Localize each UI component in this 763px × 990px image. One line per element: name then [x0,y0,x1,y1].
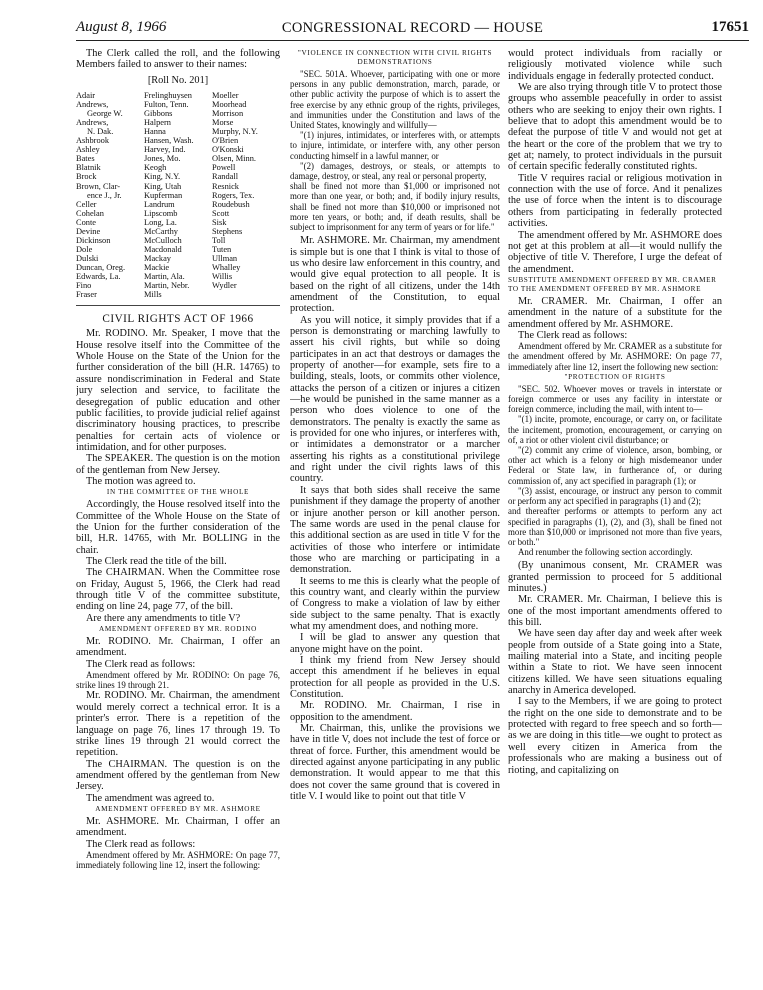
header-date: August 8, 1966 [76,19,167,35]
names-column-c [212,91,280,299]
subheading: "VIOLENCE IN CONNECTION WITH CIVIL RIGHTS DEMONSTRATIONS [297,49,493,66]
member-name: Jones, Mo. [144,154,181,164]
member-name: ence J., Jr. [87,190,122,200]
member-name: Hansen, Wash. [144,136,194,146]
column-1 [76,48,280,984]
paragraph: I will be glad to answer any question that anyone might have on the point. [290,632,500,655]
subheading: AMENDMENT OFFERED BY MR. RODINO [98,625,258,634]
member-name: Powell [212,163,236,173]
amendment-text: Amendment offered by Mr. CRAMER as a substitute for the amendment offered by Mr. ASHMORE: On page 77, immediately after line 12, insert the following new section: [508,341,722,372]
member-name: Mackay [144,253,171,263]
paragraph: Mr. ASHMORE. Mr. Chairman, my amendment is simple but is one that I think is vital to those of us who desire law enforcement in this country, and would give equal protection to all people. It is based on the right of all citizens, under the 14th amendment of the Constitution, to equal protection. [290,235,500,315]
page-header [76,18,749,41]
member-name: Ullman [212,253,238,263]
names-column-a [76,91,144,299]
header-page-number: 17651 [711,19,749,35]
amendment-text: "(1) injures, intimidates, or interferes with, or attempts to injure, intimidate, or interfere with, any other person conducting himself in a lawful manner, or [290,130,500,161]
member-name: Resnick [212,181,239,191]
paragraph: would protect individuals from racially or religiously motivated violence while such individuals engage in federally protected conduct. [508,48,722,82]
member-name: Ashbrook [76,136,110,146]
member-name: Dickinson [76,235,111,245]
member-name: Dulski [76,253,99,263]
paragraph: Mr. RODINO. Mr. Chairman, I offer an amendment. [76,636,280,659]
paragraph: The amendment offered by Mr. ASHMORE does not get at this problem at all—it would nullify the objective of title V. Therefore, I urge the defeat of the amendment. [508,229,722,275]
paragraph: (By unanimous consent, Mr. CRAMER was granted permission to proceed for 5 additional minutes.) [508,560,722,594]
member-name: Morse [212,118,234,128]
paragraph: Accordingly, the House resolved itself into the Committee of the Whole House on the State of the Union for the further consideration of the bill, H.R. 14765, with Mr. BOLLING in the chair. [76,499,280,556]
member-name: Martin, Ala. [144,271,185,281]
member-name: Mills [144,290,162,300]
paragraph: I think my friend from New Jersey should accept this amendment if he believes in equal protection for all people as provided in the U.S. Constitution. [290,654,500,700]
member-name: Celler [76,199,97,209]
member-name: Stephens [212,226,243,236]
roll-number: [Roll No. 201] [147,74,209,86]
amendment-text: "SEC. 501A. Whoever, participating with one or more persons in any public demonstration, march, parade, or other public activity the purpose of which is to assert the free exercise by any ethnic group of the rights, privileges, and immunities under the Constitution and laws of the United States, knowingly and willfully— [290,69,500,131]
paragraph: Mr. RODINO. Mr. Speaker, I move that the House resolve itself into the Committee of the Whole House on the State of the Union for the further consideration of the bill (H.R. 14765) to assure nondiscrimination in Federal and State jury selection and service, to facilitate the desegregation of public education and other public facilities, to provide judicial relief against discriminatory housing practices, to prescribe penalties for certain acts of violence or intimidation, and for other purposes. [76,328,280,453]
member-name: Brock [76,172,97,182]
member-name: Adair [76,91,96,101]
paragraph: It seems to me this is clearly what the people of this country want, and clearly within the purview of Congress to make a violation of law by either side subject to the same penalty. That is exactly what my amendment does, and nothing more. [290,575,500,632]
paragraph: Are there any amendments to title V? [86,612,241,624]
names-column-b [144,91,212,299]
member-name: Fino [76,281,92,291]
member-name: Roudebush [212,199,250,209]
subheading: SUBSTITUTE AMENDMENT OFFERED BY MR. CRAMER TO THE AMENDMENT OFFERED BY MR. ASHMORE [508,275,717,293]
member-name: Olsen, Minn. [212,154,256,164]
member-name: Duncan, Oreg. [76,262,126,272]
member-name: Harvey, Ind. [144,145,186,155]
member-name: Halpern [144,118,171,128]
member-name: Cohelan [76,208,104,218]
member-name: Andrews, [76,100,109,110]
paragraph: We have seen day after day and week after week people from outside of a State going into a State, mailing material into a State, and inciting people within a State to riot. We have seen innocent citizens killed. We have seen situations equaling anarchy in America developed. [508,628,722,697]
paragraph: Title V requires racial or religious motivation in connection with the use of force. And it penalizes the use of force when the intent is to discourage others from participating in federally protected activities. [508,172,722,230]
member-name: Andrews, [76,118,109,128]
column-3 [508,48,722,984]
member-name: Moeller [212,91,239,101]
member-name: Fraser [76,290,97,300]
member-name: Lipscomb [144,208,178,218]
member-name: Dole [76,244,93,254]
paragraph: It says that both sides shall receive the same punishment if they damage the property of another or injure another person or kill another person. The same words are used in the penal clause for this additional section as are used in title V for the activities of those who interfere or intimidate those who are marching or participating in a demonstration. [290,484,500,576]
member-name: Toll [212,235,226,245]
member-name: Landrum [144,199,175,209]
section-heading: CIVIL RIGHTS ACT OF 1966 [102,313,254,326]
member-name: Gibbons [144,109,173,119]
subheading: "PROTECTION OF RIGHTS [564,372,666,381]
paragraph: Mr. CRAMER. Mr. Chairman, I believe this is one of the most important amendments offered to this bill. [508,594,722,629]
member-name: Ashley [76,145,100,155]
member-name: Murphy, N.Y. [212,127,258,137]
paragraph: The CHAIRMAN. When the Committee rose on Friday, August 5, 1966, the Clerk had read through title V of the committee substitute, ending on line 24, page 77, of the bill. [76,567,280,613]
member-name: Mackie [144,262,170,272]
member-name: Devine [76,226,101,236]
paragraph: The Clerk read as follows: [86,658,196,670]
paragraph: The Clerk read the title of the bill. [86,555,227,567]
member-name: O'Konski [212,145,244,155]
member-name: Morrison [212,109,244,119]
member-name: Macdonald [144,244,182,254]
member-name: Brown, Clar- [76,181,121,191]
paragraph: Mr. ASHMORE. Mr. Chairman, I offer an amendment. [76,815,280,839]
column-2 [290,48,500,984]
member-name: Kupferman [144,190,183,200]
amendment-text: "(3) assist, encourage, or instruct any person to commit or perform any act specified in paragraphs (1) and (2); [508,485,722,507]
paragraph: The Clerk read as follows: [86,838,196,850]
roll-intro: The Clerk called the roll, and the following Members failed to answer to their names: [76,48,280,71]
member-name: McCulloch [144,235,182,245]
amendment-text: "SEC. 502. Whoever moves or travels in interstate or foreign commerce or uses any facility in interstate or foreign commerce, including the mail, with intent to— [508,383,722,415]
header-title: CONGRESSIONAL RECORD — HOUSE [281,20,544,36]
paragraph: Mr. Chairman, this, unlike the provisions we have in title V, does not include the test of force or threat of force. Further, this amendment would be directed against anyone participating in any public demonstration. It would appear to me that this does not cover the same ground that is covered in title V. I would like to point out that title V [290,723,500,803]
member-name: King, Utah [144,181,182,191]
paragraph: Mr. RODINO. Mr. Chairman, I rise in opposition to the amendment. [290,700,500,723]
paragraph: As you will notice, it simply provides that if a person is demonstrating or marching lawfully to assert his civil rights, but while so doing participates in an act that destroys or damages the property of another—for example, sets fire to a building, steals, loots, or commits other violence, attacks the person of a citizen or injures a citizen—he would be punished in the same manner as a person who does violence to one of the demonstrators. The penalty is exactly the same as is provided for one who injures, or interferes with, or intimidates a demonstrator or a marcher asserting his rights as a constitutional privilege and right under the civil rights laws of this country. [290,314,500,485]
amendment-text: "(2) damages, destroys, or steals, or attempts to damage, destroy, or steal, any real or personal property, [290,160,500,182]
section-rule [76,305,280,306]
paragraph: Mr. RODINO. Mr. Chairman, the amendment would merely correct a technical error. It is a printer's error. There is a repetition of the language on page 76, lines 17 through 19. To strike lines 19 through 21 would correct the repetition. [76,690,280,759]
member-name: Bates [76,154,95,164]
paragraph: I say to the Members, if we are going to protect the right on the one side to demonstrate and to be protected with regard to free speech and so forth—as we are doing in this title—we ought to protect as well every citizen in America from the professionals who are making a business out of rioting, and capitalizing on [508,696,722,776]
paragraph: We are also trying through title V to protect those groups who assemble peacefully in order to assist others who are seeking to enjoy their own rights. I believe that to adopt this amendment would be to defeat the purpose of title V and would not get at the heart or the core of the problem that we try to get at; namely, to protect individuals in the pursuit of certain specific federally constituted rights. [508,82,722,173]
member-name: O'Brien [212,136,239,146]
member-name: Randall [212,172,239,182]
member-name: Keogh [144,163,167,173]
member-name: Sisk [212,217,227,227]
member-name: Wydler [212,281,237,291]
paragraph: Mr. CRAMER. Mr. Chairman, I offer an amendment in the nature of a substitute for the amendment offered by Mr. ASHMORE. [508,295,722,330]
subheading: AMENDMENT OFFERED BY MR. ASHMORE [95,804,261,813]
member-name: McCarthy [144,226,178,236]
member-name: Whalley [212,262,241,272]
member-name: N. Dak. [87,127,114,137]
amendment-text: Amendment offered by Mr. ASHMORE: On page 77, immediately following line 12, insert the following: [76,849,280,871]
member-name: Fulton, Tenn. [144,100,189,110]
member-name: Tuten [212,244,232,254]
member-name: Willis [212,271,233,281]
member-name: Frelinghuysen [144,91,192,101]
member-name: Hanna [144,127,166,137]
amendment-text: "(2) commit any crime of violence, arson, bombing, or other act which is a felony or high misdemeanor under Federal or State law, in furtherance of, or during commission of, any act specified in paragraph (1); or [508,445,722,486]
member-name: Martin, Nebr. [144,281,190,291]
paragraph: The CHAIRMAN. The question is on the amendment offered by the gentleman from New Jersey. [76,758,280,793]
paragraph: The motion was agreed to. [86,475,196,487]
amendment-text: and thereafter performs or attempts to perform any act specified in paragraphs (1), (2), and (3), shall be fined not more than $10,000 or imprisoned not more than five years, or both." [508,506,722,547]
member-name: Edwards, La. [76,271,121,281]
member-name: Rogers, Tex. [212,190,255,200]
member-name: George W. [87,109,123,119]
member-name: Scott [212,208,230,218]
roll-names [76,91,280,299]
paragraph: The amendment was agreed to. [86,792,215,804]
subheading: IN THE COMMITTEE OF THE WHOLE [106,488,250,497]
member-name: Blatnik [76,163,101,173]
amendment-text: "(1) incite, promote, encourage, or carry on, or facilitate the incitement, promotion, encouragement, or carrying on of, a riot or other violent civil disturbance; or [508,414,722,445]
paragraph: The Clerk read as follows: [518,329,628,341]
member-name: King, N.Y. [144,172,181,182]
member-name: Conte [76,217,97,227]
member-name: Moorhead [212,100,247,110]
amendment-text: Amendment offered by Mr. RODINO: On page 76, strike lines 19 through 21. [76,670,280,691]
amendment-text: shall be fined not more than $1,000 or imprisoned not more than one year, or both; and, if bodily injury results, shall be fined not more than $10,000 or imprisoned not more ten years, or both; and, if death results, shall be subject to imprisonment for any term of years or for life." [290,181,500,233]
amendment-text: And renumber the following section accordingly. [518,547,693,558]
paragraph: The SPEAKER. The question is on the motion of the gentleman from New Jersey. [76,453,280,476]
member-name: Long, La. [144,217,177,227]
